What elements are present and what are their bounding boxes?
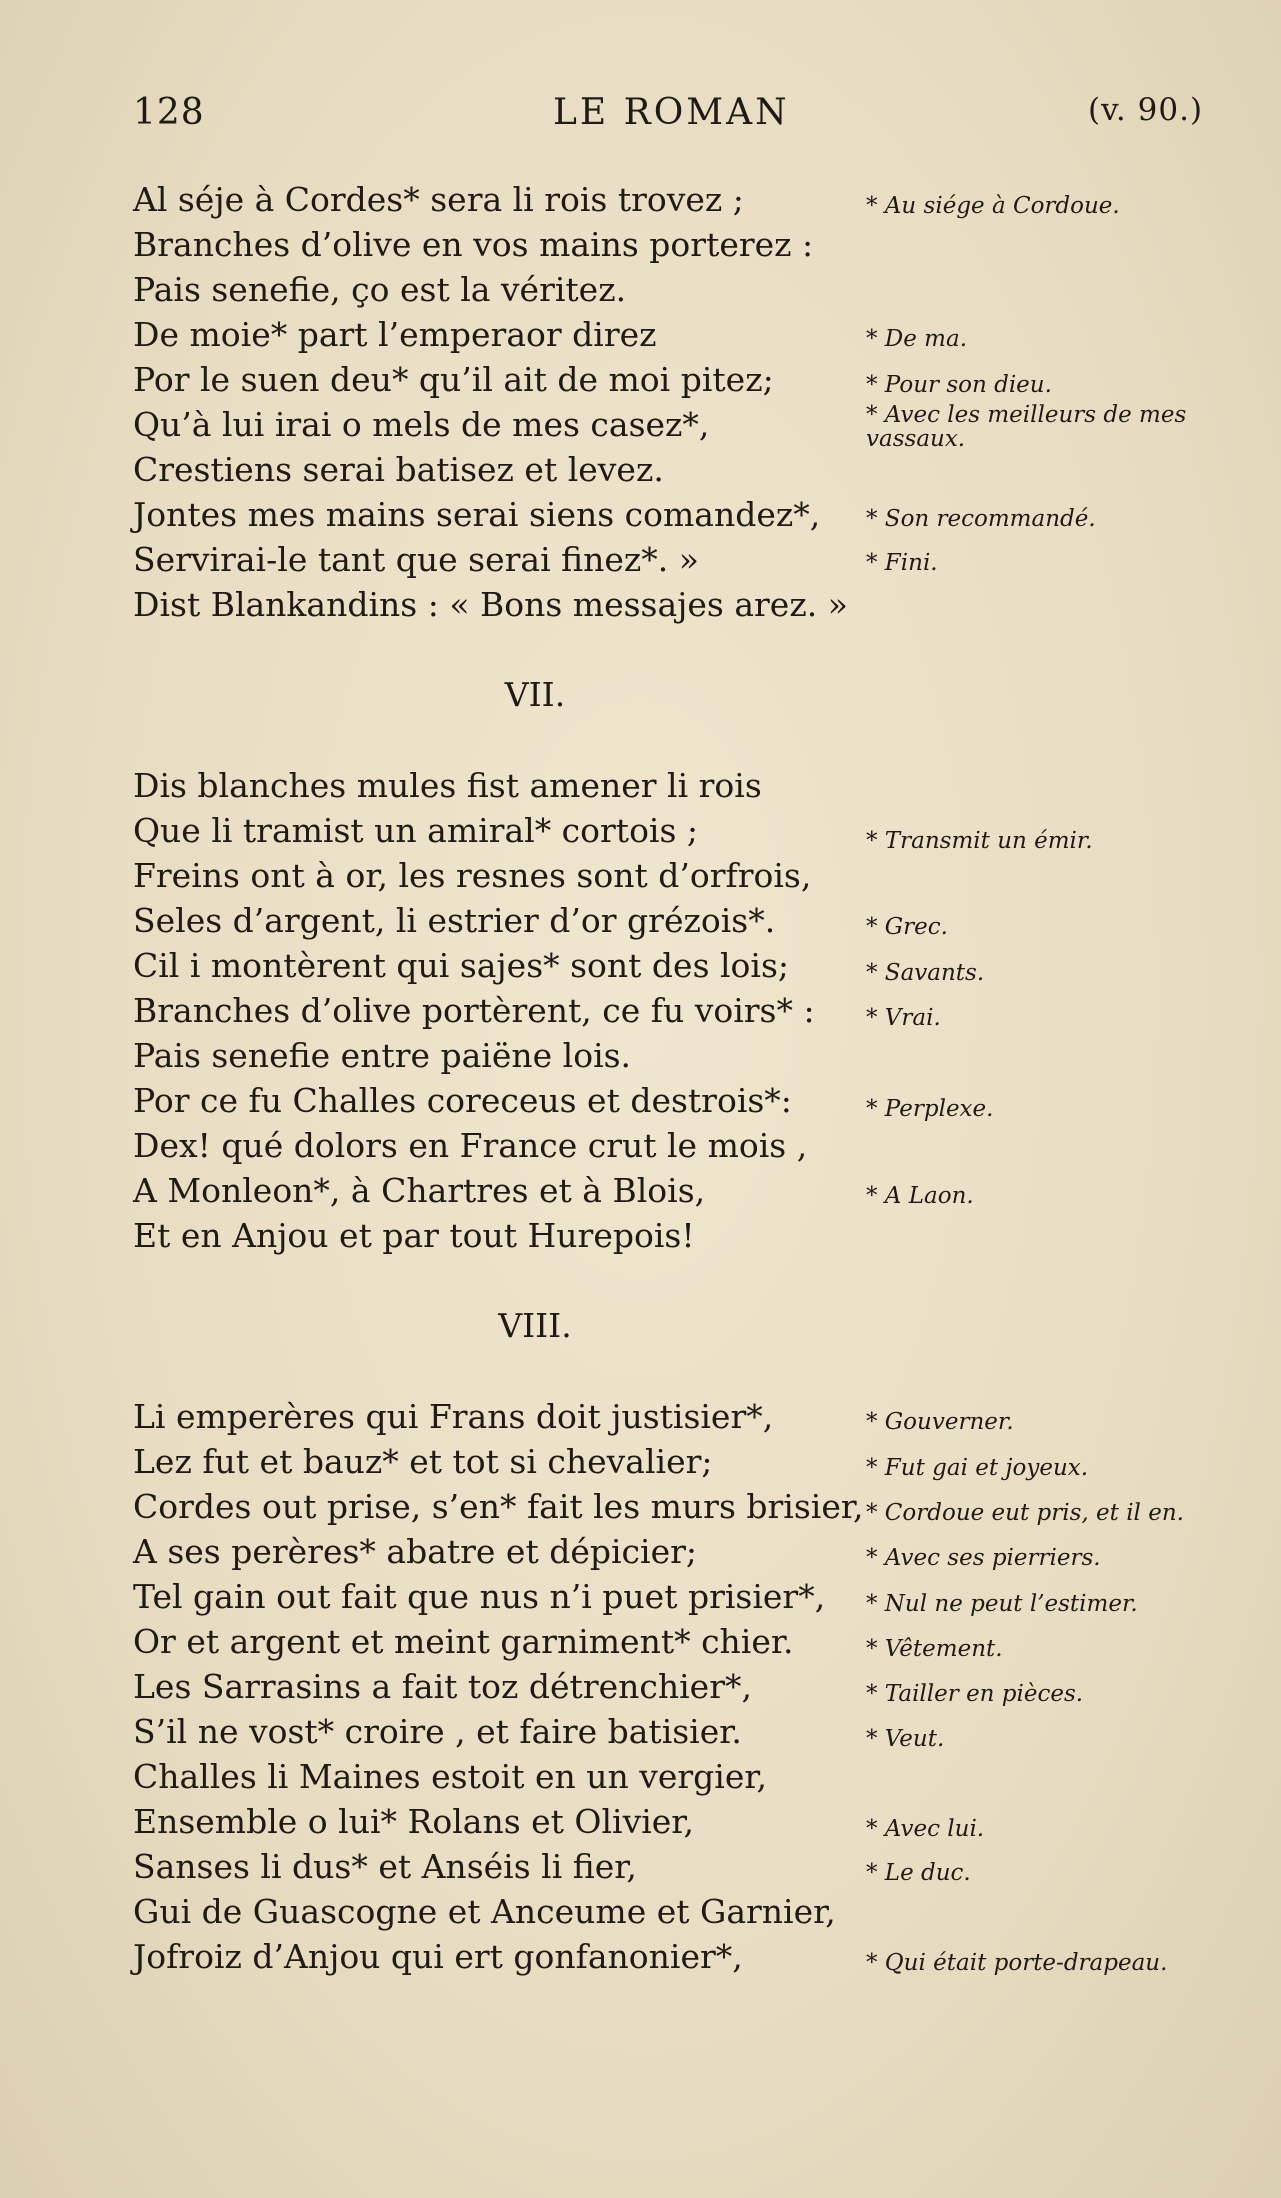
gloss-note: * Qui était porte-drapeau.: [866, 1950, 1168, 1976]
gloss-note: * Cordoue eut pris, et il en.: [866, 1500, 1184, 1526]
verse-line: Cil i montèrent qui sajes* sont des lois;: [133, 946, 790, 985]
gloss-note: * De ma.: [866, 326, 968, 352]
verse-line: Sanses li dus* et Anséis li fier,: [133, 1847, 637, 1886]
verse-line: Freins ont à or, les resnes sont d’orfrois,: [133, 856, 812, 895]
gloss-note: * Grec.: [866, 914, 948, 940]
gloss-note: * Au siége à Cordoue.: [866, 193, 1120, 219]
verse-line: Et en Anjou et par tout Hurepois!: [133, 1216, 695, 1255]
gloss-note: * Son recommandé.: [866, 506, 1096, 532]
running-title: LE ROMAN: [553, 92, 790, 133]
verse-line: Cordes out prise, s’en* fait les murs brisier,: [133, 1487, 864, 1526]
gloss-note: * Fini.: [866, 550, 938, 576]
verse-line: Jofroiz d’Anjou qui ert gonfanonier*,: [133, 1937, 743, 1976]
verse-line: A ses perères* abatre et dépicier;: [133, 1532, 697, 1571]
verse-line: Dist Blankandins : « Bons messajes arez. »: [133, 585, 848, 624]
gloss-note: * Gouverner.: [866, 1409, 1014, 1435]
verse-line: Por le suen deu* qu’il ait de moi pitez;: [133, 360, 774, 399]
verse-line: Lez fut et bauz* et tot si chevalier;: [133, 1442, 713, 1481]
verse-line: Pais senefie, ço est la véritez.: [133, 270, 627, 309]
verse-reference: (v. 90.): [1088, 92, 1204, 128]
gloss-note: * Nul ne peut l’estimer.: [866, 1591, 1138, 1617]
verse-line: De moie* part l’emperaor direz: [133, 315, 657, 354]
verse-line: Crestiens serai batisez et levez.: [133, 450, 664, 489]
verse-line: Gui de Guascogne et Anceume et Garnier,: [133, 1892, 836, 1931]
verse-line: A Monleon*, à Chartres et à Blois,: [133, 1171, 706, 1210]
verse-line: Dex! qué dolors en France crut le mois ,: [133, 1126, 808, 1165]
verse-line: Seles d’argent, li estrier d’or grézois*.: [133, 901, 776, 940]
verse-line: Tel gain out fait que nus n’i puet prisier*,: [133, 1577, 826, 1616]
verse-line: Li emperères qui Frans doit justisier*,: [133, 1397, 774, 1436]
gloss-note: * Veut.: [866, 1726, 945, 1752]
gloss-note: * Savants.: [866, 960, 985, 986]
gloss-note: * Le duc.: [866, 1860, 971, 1886]
verse-line: Al séje à Cordes* sera li rois trovez ;: [133, 180, 744, 219]
verse-line: Les Sarrasins a fait toz détrenchier*,: [133, 1667, 752, 1706]
verse-line: Servirai-le tant que serai finez*. »: [133, 540, 699, 579]
verse-line: Por ce fu Challes coreceus et destrois*:: [133, 1081, 792, 1120]
page-number: 128: [133, 92, 205, 133]
verse-line: Qu’à lui irai o mels de mes casez*,: [133, 405, 710, 444]
verse-line: Jontes mes mains serai siens comandez*,: [133, 495, 821, 534]
verse-line: Or et argent et meint garniment* chier.: [133, 1622, 794, 1661]
gloss-note: * Avec les meilleurs de mes vassaux.: [866, 402, 1187, 452]
verse-line: Challes li Maines estoit en un vergier,: [133, 1757, 768, 1796]
verse-line: Branches d’olive en vos mains porterez :: [133, 225, 814, 264]
verse-line: S’il ne vost* croire , et faire batisier.: [133, 1712, 742, 1751]
gloss-note: * A Laon.: [866, 1183, 974, 1209]
gloss-note: * Pour son dieu.: [866, 372, 1052, 398]
verse-line: Que li tramist un amiral* cortois ;: [133, 811, 699, 850]
gloss-note: * Fut gai et joyeux.: [866, 1455, 1089, 1481]
verse-line: Branches d’olive portèrent, ce fu voirs* :: [133, 991, 815, 1030]
verse-line: Ensemble o lui* Rolans et Olivier,: [133, 1802, 694, 1841]
stanza-heading: VII.: [504, 675, 566, 714]
gloss-note: * Tailler en pièces.: [866, 1681, 1084, 1707]
gloss-note: * Vrai.: [866, 1005, 941, 1031]
gloss-note: * Avec lui.: [866, 1816, 985, 1842]
stanza-heading: VIII.: [498, 1306, 572, 1345]
gloss-note: * Perplexe.: [866, 1096, 994, 1122]
verse-line: Dis blanches mules fist amener li rois: [133, 766, 762, 805]
gloss-note: * Vêtement.: [866, 1636, 1003, 1662]
verse-line: Pais senefie entre paiëne lois.: [133, 1036, 632, 1075]
gloss-note: * Transmit un émir.: [866, 828, 1093, 854]
gloss-note: * Avec ses pierriers.: [866, 1545, 1101, 1571]
